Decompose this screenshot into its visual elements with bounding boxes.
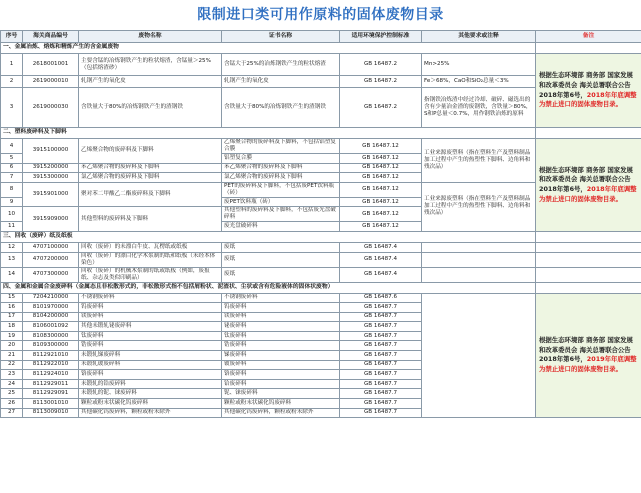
cell-code: 8104200000	[23, 312, 79, 322]
cell-name: 锆废碎料	[79, 341, 222, 351]
cell-name: 其他塑料的废碎料及下脚料	[79, 207, 222, 232]
cell-name: 钛废碎料	[79, 331, 222, 341]
cell-name: 铬废碎料	[79, 370, 222, 380]
cell-code: 2618001001	[23, 54, 79, 76]
cell-code: 8112929091	[23, 389, 79, 399]
cell-std: GB 16487.7	[340, 399, 422, 409]
page-title: 限制进口类可用作原料的固体废物目录	[197, 7, 444, 23]
section-heading	[1, 282, 641, 293]
cell-no: 9	[1, 197, 23, 207]
cell-req: Mn>25%	[422, 54, 536, 76]
cell-name: 未锻轧的铪废碎料	[79, 379, 222, 389]
cell-cert: 铪废碎料	[222, 379, 340, 389]
cell-code: 4707200000	[23, 252, 79, 267]
col-header-name: 废物名称	[79, 31, 222, 43]
cell-code: 8112921010	[23, 351, 79, 361]
cell-cert: 铝塑复合膜	[222, 154, 340, 164]
header-row	[1, 31, 641, 43]
cell-name: 未锻轧铍废碎料	[79, 360, 222, 370]
cell-no: 22	[1, 360, 23, 370]
cell-code: 8113001010	[23, 399, 79, 409]
table-row	[1, 267, 641, 282]
cell-std: GB 16487.7	[340, 303, 422, 313]
cell-cert: 废纸	[222, 242, 340, 252]
cell-name: 苯乙烯聚合物的废碎料及下脚料	[79, 163, 222, 173]
cell-std: GB 16487.12	[340, 173, 422, 183]
cell-no: 16	[1, 303, 23, 313]
cell-cert: 颗粒或粉末状碳化钨废碎料	[222, 399, 340, 409]
cell-code: 4707300000	[23, 267, 79, 282]
cell-name: 轧钢产生的氧化皮	[79, 76, 222, 88]
col-header-cert: 证书名称	[222, 31, 340, 43]
cell-cert: 轧钢产生的氧化皮	[222, 76, 340, 88]
section-heading	[1, 231, 641, 242]
cell-code: 8112929011	[23, 379, 79, 389]
table-row	[1, 139, 641, 154]
cell-no: 15	[1, 293, 23, 303]
cell-name: 不锈钢废碎料	[79, 293, 222, 303]
col-header-no: 序号	[1, 31, 23, 43]
cell-std: GB 16487.2	[340, 76, 422, 88]
cell-cert: 含铁量大于80%的冶炼钢铁产生的渣钢铁	[222, 88, 340, 128]
cell-name: 未锻轧锑废碎料	[79, 351, 222, 361]
cell-cert: 铬废碎料	[222, 370, 340, 380]
cell-remark	[536, 252, 641, 267]
cell-name: 回收（废碎）的漂白化学木浆制的纸和纸板（未经本体染色）	[79, 252, 222, 267]
section-2-heading: 二、塑料废碎料及下脚料	[1, 128, 536, 139]
cell-std: GB 16487.7	[340, 322, 422, 332]
cell-req: 工业来源废塑料（指在塑料生产及塑料制品加工过程中产生的热塑性下脚料、边角料和残次品）	[422, 182, 536, 231]
cell-no: 27	[1, 408, 23, 418]
cell-cert: 锆废碎料	[222, 341, 340, 351]
catalog-table	[0, 30, 641, 418]
cell-no: 21	[1, 351, 23, 361]
cell-req: 指钢铁冶炼渣中经过冷却、破碎、磁选出的含有少量冶金渣的废钢铁，含铁量＞80%，S和P总量＜0.7%，用作钢铁冶炼的原料	[422, 88, 536, 128]
cell-no: 2	[1, 76, 23, 88]
cell-code: 4707100000	[23, 242, 79, 252]
cell-no: 5	[1, 154, 23, 164]
cell-std: GB 16487.12	[340, 222, 422, 232]
cell-code: 3915909000	[23, 207, 79, 232]
cell-std: GB 16487.2	[340, 54, 422, 76]
cell-code: 7204210000	[23, 293, 79, 303]
col-header-std: 适用环境保护控制标准	[340, 31, 422, 43]
cell-no: 8	[1, 182, 23, 197]
cell-no: 26	[1, 399, 23, 409]
cell-std: GB 16487.4	[340, 252, 422, 267]
cell-code: 8101970000	[23, 303, 79, 313]
cell-code: 8108300000	[23, 331, 79, 341]
cell-req	[422, 242, 536, 252]
cell-name: 乙烯聚合物的废碎料及下脚料	[79, 139, 222, 164]
remark-note-red: 2018年年底调整为禁止进口的固体废物目录。	[539, 90, 637, 109]
cell-cert: 含锰大于25%的冶炼钢铁产生的粒状熔渣	[222, 54, 340, 76]
cell-no: 18	[1, 322, 23, 332]
cell-cert: 钛废碎料	[222, 331, 340, 341]
remark-note	[536, 54, 641, 128]
cell-std: GB 16487.12	[340, 163, 422, 173]
section-3-heading: 三、回收（废碎）纸及纸板	[1, 231, 536, 242]
cell-std: GB 16487.6	[340, 293, 422, 303]
cell-cert: 废纸	[222, 252, 340, 267]
cell-req	[422, 293, 536, 418]
section-1-heading: 一、金属冶炼、熔炼和精炼产生的含金属废物	[1, 43, 536, 54]
cell-name: 回收（废碎）的未漂白牛皮、瓦楞纸或纸板	[79, 242, 222, 252]
cell-std: GB 16487.12	[340, 139, 422, 154]
cell-cert: 其他碳化钨废碎料，颗粒或粉末除外	[222, 408, 340, 418]
cell-code: 8106001092	[23, 322, 79, 332]
cell-name: 回收（废碎）的机械木浆制的纸或纸板（例如，废报纸、杂志及类似印刷品）	[79, 267, 222, 282]
cell-std: GB 16487.7	[340, 341, 422, 351]
remark-note-text: 根据生态环境部 商务部 国家发展和改革委员会 海关总署联合公告2018年第6号，	[539, 165, 633, 193]
cell-std: GB 16487.4	[340, 242, 422, 252]
cell-remark	[536, 267, 641, 282]
cell-std: GB 16487.7	[340, 331, 422, 341]
cell-no: 7	[1, 173, 23, 183]
section-4-heading-remark	[536, 282, 641, 293]
cell-no: 17	[1, 312, 23, 322]
cell-name: 其他碳化钨废碎料，颗粒或粉末除外	[79, 408, 222, 418]
cell-cert: 铍废碎料	[222, 360, 340, 370]
cell-name: 未锻轧的铌、铼废碎料	[79, 389, 222, 399]
cell-cert: 废纸	[222, 267, 340, 282]
table-row	[1, 293, 641, 303]
remark-note-text: 根据生态环境部 商务部 国家发展和改革委员会 海关总署联合公告2018年第6号，	[539, 336, 633, 364]
remark-note-red: 2018年年底调整为禁止进口的固体废物目录。	[539, 184, 637, 203]
cell-cert: 铋废碎料	[222, 322, 340, 332]
cell-req	[422, 267, 536, 282]
remark-note	[536, 293, 641, 418]
cell-no: 11	[1, 222, 23, 232]
cell-name: 镁废碎料	[79, 312, 222, 322]
cell-no: 24	[1, 379, 23, 389]
cell-std: GB 16487.7	[340, 360, 422, 370]
cell-cert: 铌、铼废碎料	[222, 389, 340, 399]
cell-no: 4	[1, 139, 23, 154]
cell-no: 13	[1, 252, 23, 267]
remark-note-red: 2019年年底调整为禁止进口的固体废物目录。	[539, 355, 637, 373]
cell-name: 聚对苯二甲酸乙二酯废碎料及下脚料	[79, 182, 222, 207]
cell-code: 8112924010	[23, 370, 79, 380]
cell-code: 8113009010	[23, 408, 79, 418]
cell-remark	[536, 242, 641, 252]
section-heading	[1, 43, 641, 54]
cell-std: GB 16487.12	[340, 154, 422, 164]
cell-cert: 氯乙烯聚合物的废碎料及下脚料	[222, 173, 340, 183]
cell-name: 钨废碎料	[79, 303, 222, 313]
table-row	[1, 54, 641, 76]
cell-cert: 不锈钢废碎料	[222, 293, 340, 303]
cell-std: GB 16487.7	[340, 389, 422, 399]
cell-code: 3915100000	[23, 139, 79, 164]
remark-note	[536, 139, 641, 232]
table-row	[1, 242, 641, 252]
cell-code: 3915300000	[23, 173, 79, 183]
cell-no: 3	[1, 88, 23, 128]
cell-req: Fe＞68%，CaO和SiO₂总量＜3%	[422, 76, 536, 88]
cell-cert: 钨废碎料	[222, 303, 340, 313]
section-heading	[1, 128, 641, 139]
section-3-heading-remark	[536, 231, 641, 242]
cell-std: GB 16487.12	[340, 182, 422, 197]
col-header-code: 海关商品编号	[23, 31, 79, 43]
cell-std: GB 16487.7	[340, 408, 422, 418]
section-2-heading-remark	[536, 128, 641, 139]
cell-std: GB 16487.7	[340, 379, 422, 389]
cell-no: 23	[1, 370, 23, 380]
cell-name: 颗粒或粉末状碳化钨废碎料	[79, 399, 222, 409]
cell-req	[422, 252, 536, 267]
cell-code: 2619000010	[23, 76, 79, 88]
cell-std: GB 16487.7	[340, 351, 422, 361]
cell-no: 25	[1, 389, 23, 399]
cell-code: 8109300000	[23, 341, 79, 351]
cell-code: 3915901000	[23, 182, 79, 207]
cell-no: 10	[1, 207, 23, 222]
cell-no: 14	[1, 267, 23, 282]
cell-name: 其他未锻轧铋废碎料	[79, 322, 222, 332]
cell-cert: 其他塑料的废碎料及下脚料，不包括废光盘破碎料	[222, 207, 340, 222]
cell-cert: 废光盘破碎料	[222, 222, 340, 232]
cell-cert: 废PET饮料瓶（砖）	[222, 197, 340, 207]
cell-name: 氯乙烯聚合物的废碎料及下脚料	[79, 173, 222, 183]
cell-cert: PET的废碎料及下脚料，不包括废PET饮料瓶（砖）	[222, 182, 340, 197]
cell-req: 工业来源废塑料（指在塑料生产及塑料制品加工过程中产生的热塑性下脚料、边角料和残次品）	[422, 139, 536, 183]
cell-cert: 乙烯聚合物的废碎料及下脚料，不包括铝塑复合膜	[222, 139, 340, 154]
cell-code: 2619000030	[23, 88, 79, 128]
col-header-remark: 备注	[536, 31, 641, 43]
cell-std: GB 16487.12	[340, 207, 422, 222]
section-1-heading-remark	[536, 43, 641, 54]
cell-name: 主要含锰的冶炼钢铁产生的粒状熔渣，含锰量＞25%（包括熔渣砂）	[79, 54, 222, 76]
cell-std: GB 16487.2	[340, 88, 422, 128]
cell-std: GB 16487.12	[340, 197, 422, 207]
cell-no: 19	[1, 331, 23, 341]
cell-no: 20	[1, 341, 23, 351]
cell-name: 含铁量大于80%的冶炼钢铁产生的渣钢铁	[79, 88, 222, 128]
table-row	[1, 252, 641, 267]
cell-no: 12	[1, 242, 23, 252]
cell-std: GB 16487.4	[340, 267, 422, 282]
cell-no: 6	[1, 163, 23, 173]
cell-cert: 锑废碎料	[222, 351, 340, 361]
cell-cert: 苯乙烯聚合物的废碎料及下脚料	[222, 163, 340, 173]
cell-code: 3915200000	[23, 163, 79, 173]
cell-std: GB 16487.7	[340, 370, 422, 380]
cell-code: 8112922010	[23, 360, 79, 370]
col-header-req: 其他要求或注释	[422, 31, 536, 43]
section-4-heading: 四、金属和金属合金废碎料（金属态且非松散形式的，非松散形式指不包括屑粉状、泥渣状、尘状或含有危险液体的固体状废物）	[1, 282, 536, 293]
cell-std: GB 16487.7	[340, 312, 422, 322]
cell-cert: 镁废碎料	[222, 312, 340, 322]
remark-note-text: 根据生态环境部 商务部 国家发展和改革委员会 海关总署联合公告2018年第6号，	[539, 71, 633, 99]
cell-no: 1	[1, 54, 23, 76]
